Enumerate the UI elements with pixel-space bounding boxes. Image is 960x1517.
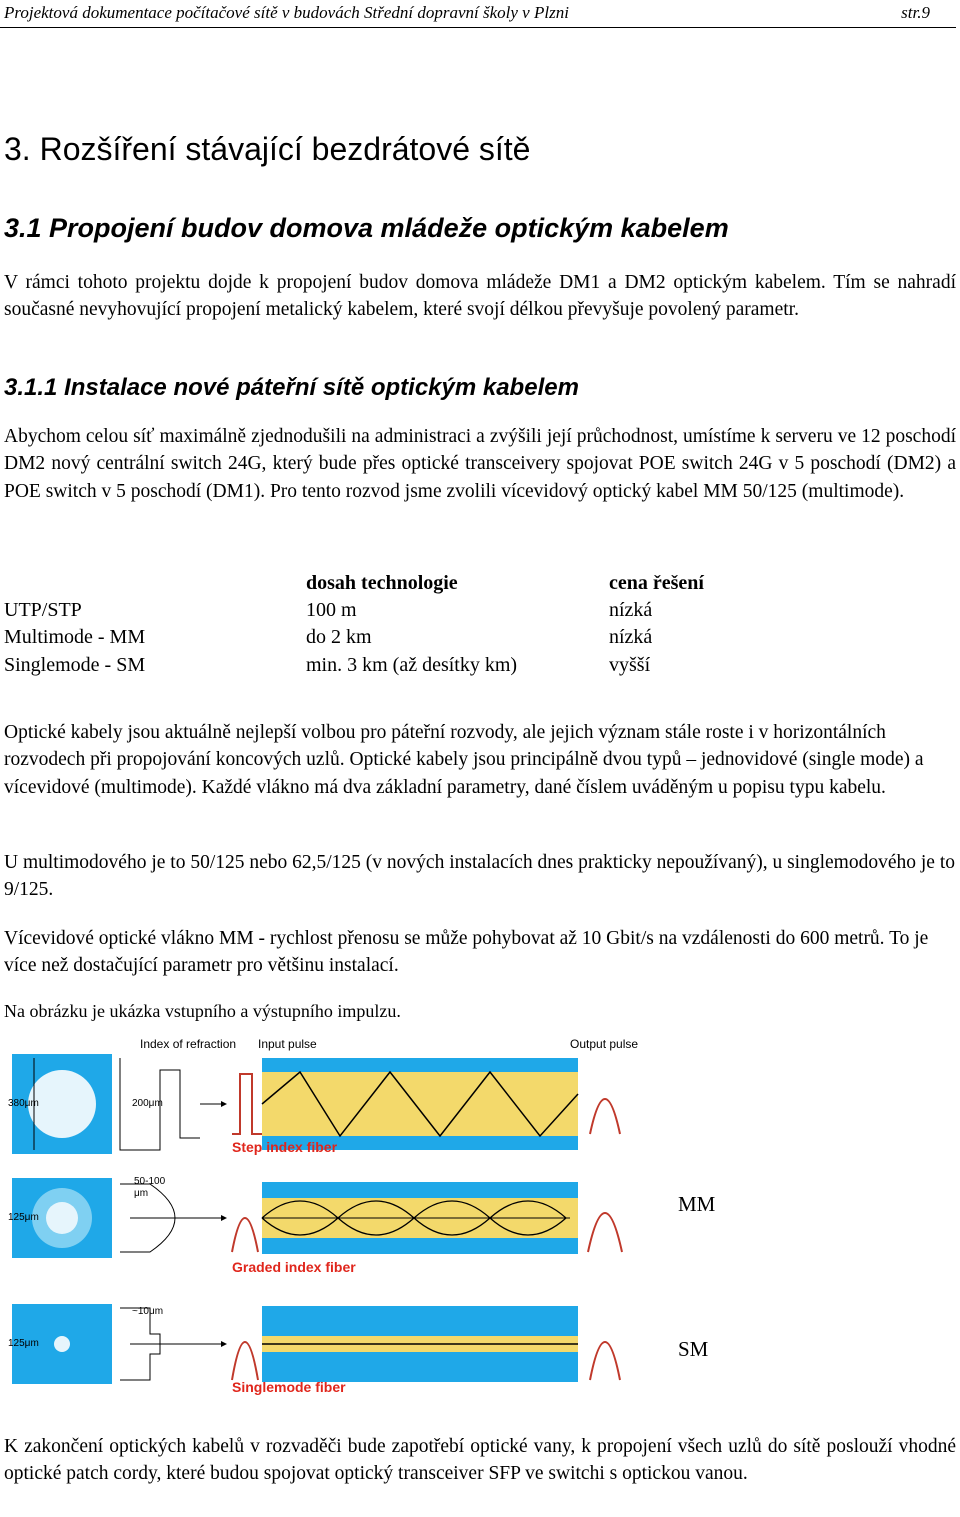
singlemode-caption: Singlemode fiber	[232, 1379, 346, 1395]
diameter-125-label-sm: 125μm	[8, 1338, 39, 1349]
diameter-125-label-mm: 125μm	[8, 1212, 39, 1223]
paragraph-figure-intro: Na obrázku je ukázka vstupního a výstupního impulzu.	[4, 1001, 401, 1021]
table-cell: Multimode - MM	[4, 626, 146, 648]
table-header-cell: cena řešení	[609, 572, 704, 594]
graded-output-pulse	[588, 1213, 622, 1252]
table-cell: nízká	[609, 626, 653, 648]
paragraph-speed: Vícevidové optické vlákno MM - rychlost přenosu se může pohybovat až 10 Gbit/s na vzdálenosti do 600 metrů. To je více než dostačující parametr pro většinu instalací.	[4, 928, 929, 977]
sm-label: SM	[678, 1337, 709, 1361]
subsection-heading: 3.1.1 Instalace nové páteřní sítě optickým kabelem	[4, 374, 579, 401]
output-pulse-label: Output pulse	[570, 1037, 639, 1051]
diameter-380-label: 380μm	[8, 1098, 39, 1109]
fiber-types-figure	[0, 1034, 660, 1404]
paragraph-optical-cables: Optické kabely jsou aktuálně nejlepší volbou pro páteřní rozvody, ale jejich význam stále roste i v horizontálních rozvodech při propojování koncových uzlů. Optické kabely jsou principálně dvou typů – jednovidové (single mode) a vícevidové (multimode). Každé vlákno má dva základní parametry, dané číslem uváděným u popisu typu kabelu.	[4, 722, 924, 798]
diameter-um-label: μm	[134, 1188, 149, 1199]
graded-index-caption: Graded index fiber	[232, 1259, 356, 1275]
singlemode-row	[8, 1304, 620, 1395]
diameter-200-label: 200μm	[132, 1098, 163, 1109]
table-cell: 100 m	[306, 599, 357, 621]
chapter-heading: 3. Rozšíření stávající bezdrátové sítě	[4, 131, 531, 167]
graded-index-row	[8, 1176, 622, 1275]
page-header	[0, 0, 956, 28]
table-cell: Singlemode - SM	[4, 654, 146, 676]
paragraph-termination: K zakončení optických kabelů v rozvaděči bude zapotřebí optické vany, k propojení všech uzlů do sítě poslouží vhodné optické patch cordy, které budou spojovat optický transceiver SFP ve switchi s optickou vanou.	[4, 1436, 956, 1485]
table-cell: do 2 km	[306, 626, 372, 648]
table-cell: vyšší	[609, 654, 651, 676]
single-input-pulse	[232, 1342, 258, 1380]
table-cell: UTP/STP	[4, 599, 82, 621]
mm-label: MM	[678, 1192, 716, 1216]
graded-input-pulse	[232, 1218, 258, 1252]
table-cell: nízká	[609, 599, 653, 621]
step-input-pulse	[232, 1074, 262, 1134]
index-of-refraction-label: Index of refraction	[140, 1037, 237, 1051]
section-heading: 3.1 Propojení budov domova mládeže optickým kabelem	[4, 213, 729, 243]
diameter-10-label: ~10μm	[132, 1306, 164, 1317]
step-output-pulse	[590, 1099, 620, 1134]
paragraph-intro: V rámci tohoto projektu dojde k propojení budov domova mládeže DM1 a DM2 optickým kabelem. Tím se nahradí současné nevyhovující propojení metalický kabelem, které svojí délkou převyšuje povolený parametr.	[4, 272, 956, 321]
table-header-cell: dosah technologie	[306, 572, 458, 594]
step-index-caption: Step index fiber	[232, 1139, 338, 1155]
paragraph-multimode: U multimodového je to 50/125 nebo 62,5/125 (v nových instalacích dnes prakticky nepoužívaný), u singlemodového je to 9/125.	[4, 852, 955, 901]
paragraph-backbone: Abychom celou síť maximálně zjednodušili na administraci a zvýšili její průchodnost, umístíme k serveru ve 12 poschodí DM2 nový centrální switch 24G, který bude přes optické transceivery spojovat POE switch 24G v 5 poschodí (DM2) a POE switch v 5 poschodí (DM1). Pro tento rozvod jsme zvolili vícevidový optický kabel MM 50/125 (multimode).	[4, 426, 956, 502]
step-index-row	[8, 1054, 620, 1155]
table-cell: min. 3 km (až desítky km)	[306, 654, 518, 676]
page-number: str.9	[901, 3, 930, 22]
header-title: Projektová dokumentace počítačové sítě v budovách Střední dopravní školy v Plzni	[4, 3, 569, 22]
diameter-50-label: 50-100	[134, 1176, 166, 1187]
single-output-pulse	[590, 1342, 620, 1380]
input-pulse-label: Input pulse	[258, 1037, 317, 1051]
